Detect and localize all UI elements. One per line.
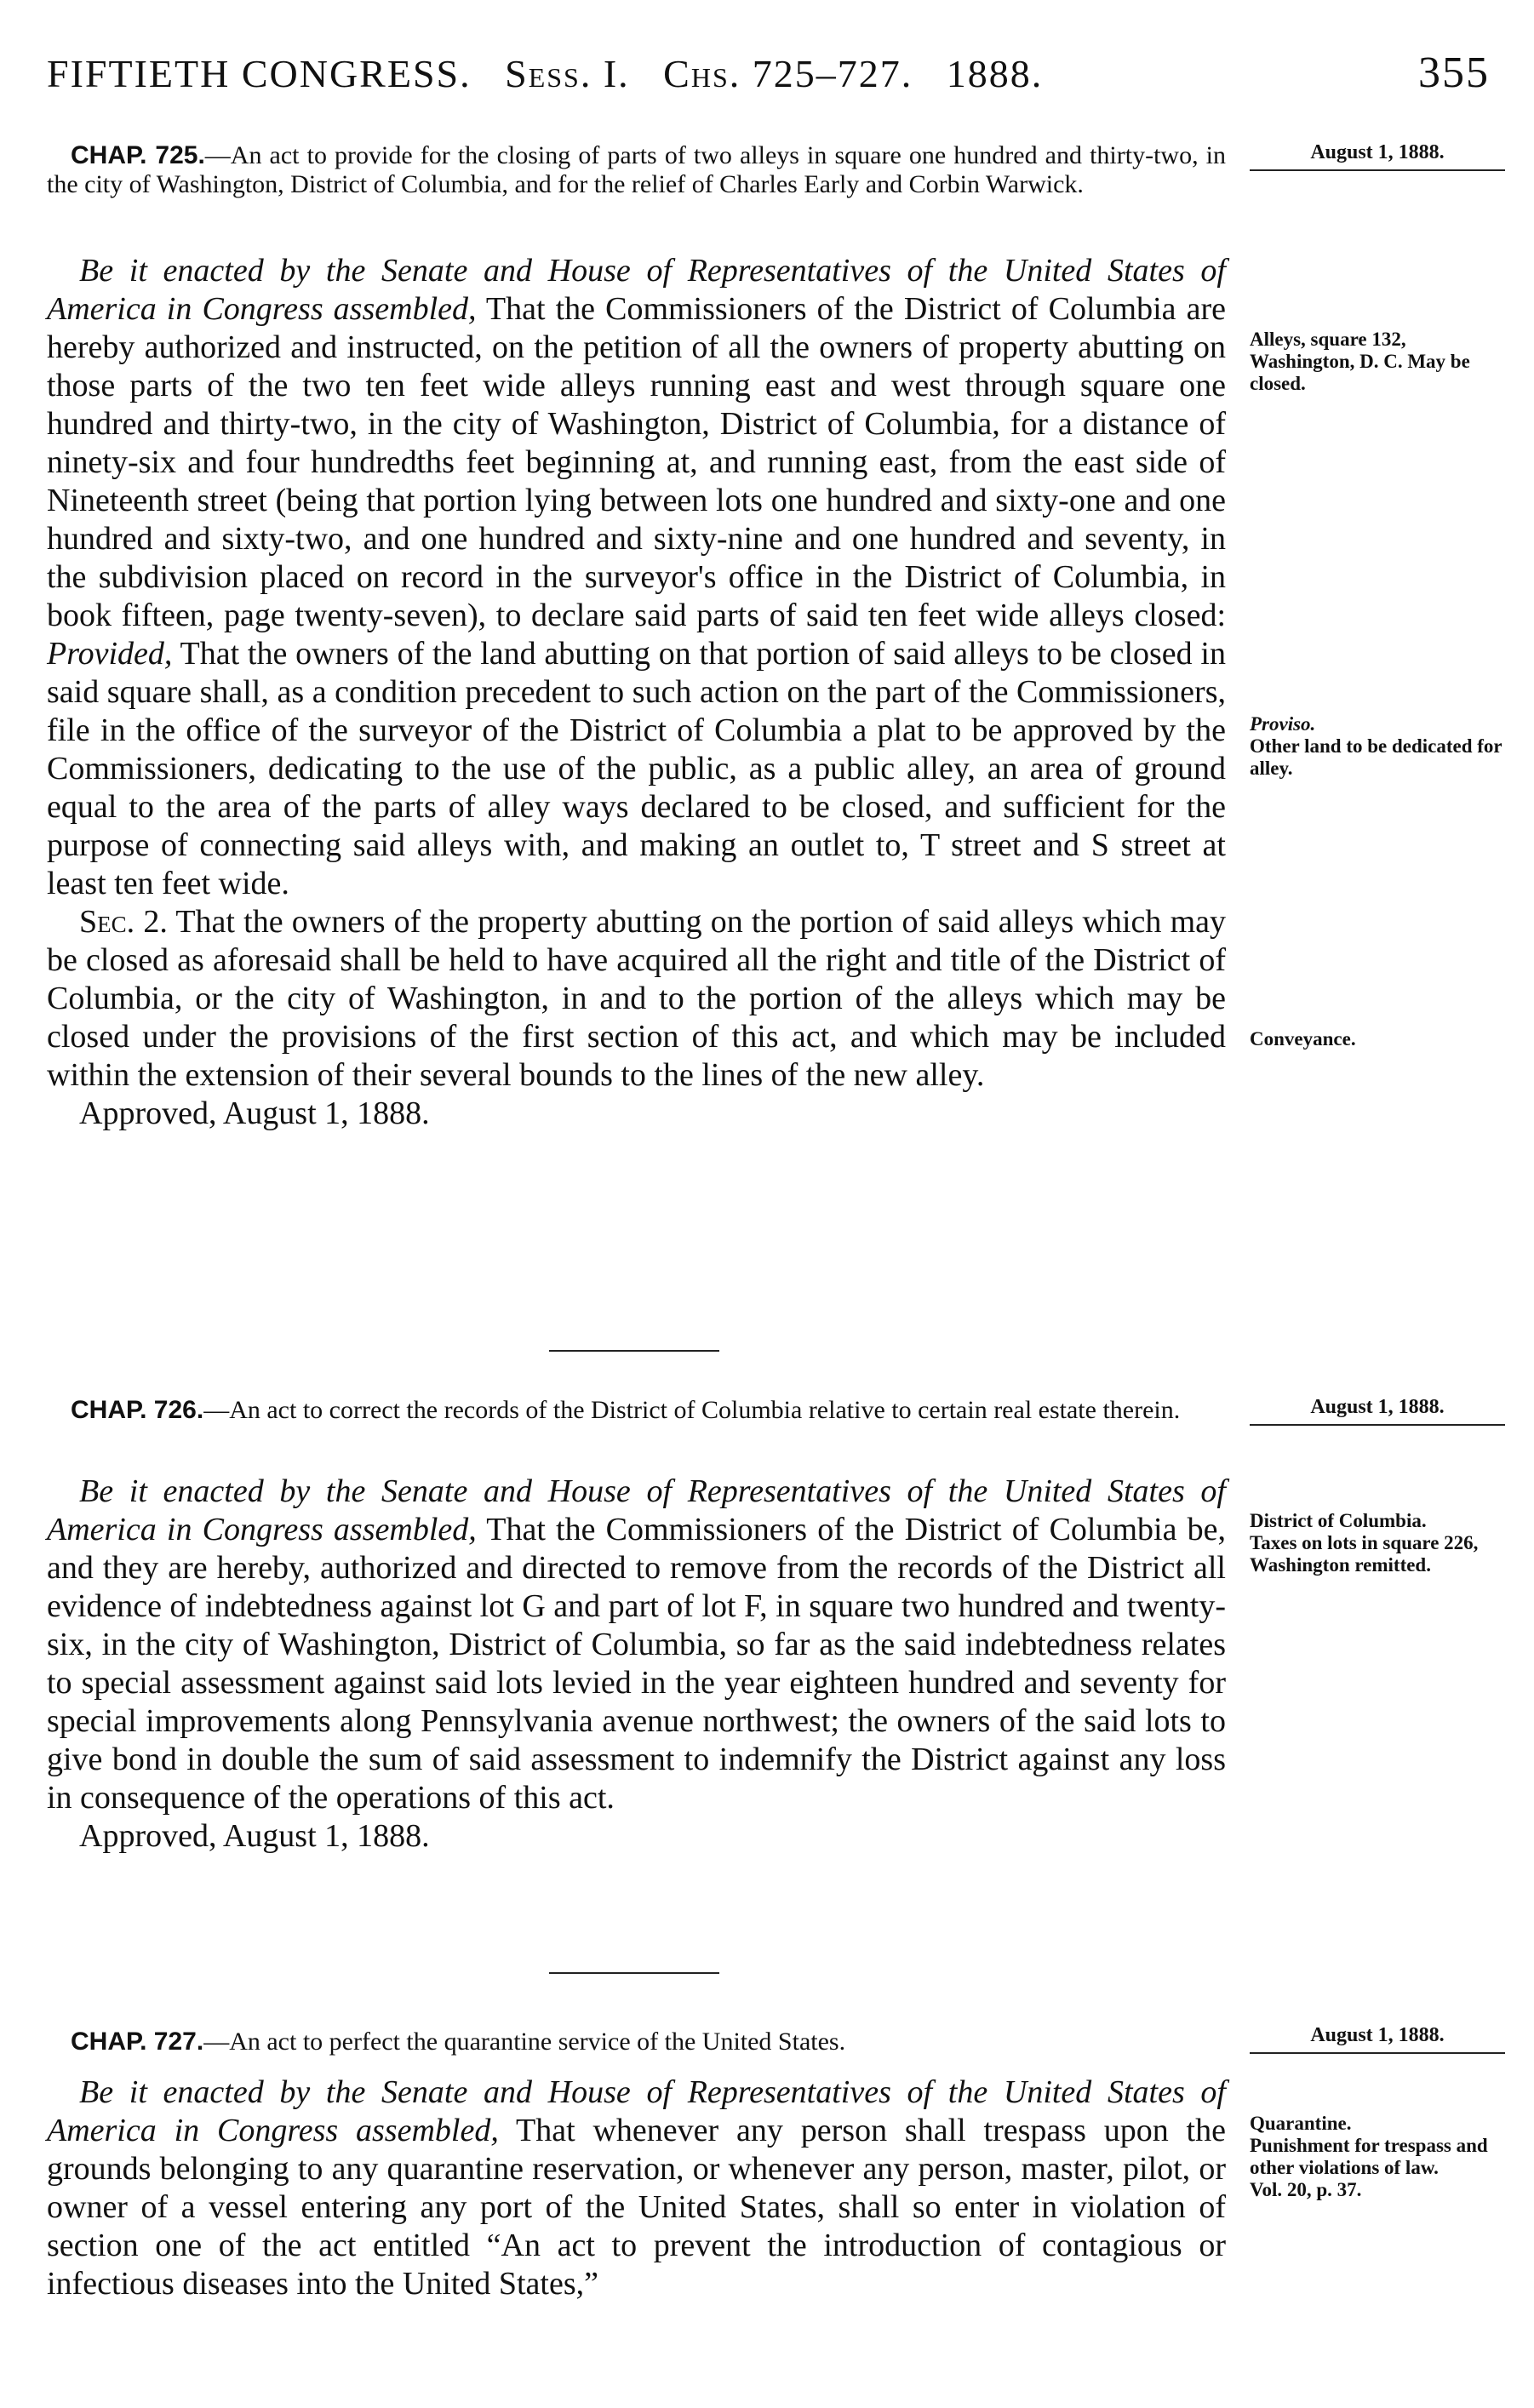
divider-rule-2 [549, 1972, 719, 1974]
header-title: FIFTIETH CONGRESS. [47, 52, 472, 95]
chap727-label: CHAP. 727. [71, 2028, 204, 2056]
chap726-margin-note-1: District of Columbia. Taxes on lots in square 226, Washington remitted. [1250, 1510, 1479, 1576]
running-header [47, 48, 1490, 98]
chap726-body [47, 1473, 1226, 1856]
header-chapters: Chs. 725–727. [663, 52, 913, 95]
chap727-date-rule [1250, 2052, 1505, 2054]
chap727-date: August 1, 1888. [1310, 2024, 1445, 2046]
chap725-proviso-word: Provided, [47, 636, 173, 672]
chap725-margin-note-3: Conveyance. [1250, 1028, 1356, 1050]
header-session: Sess. I. [505, 52, 630, 95]
chap727-date-note [1250, 2024, 1505, 2054]
header-year: 1888. [946, 52, 1044, 95]
chap726-enacting-clause: Be it enacted by the Senate and House of Representatives of the United States of America in Congress assembled, [47, 1473, 1226, 1547]
chap725-title-block [47, 141, 1226, 199]
divider-rule-1 [549, 1350, 719, 1352]
chap726-paragraph-1: Be it enacted by the Senate and House of Representatives of the United States of America in Congress assembled, That the Commissioners of the District of Columbia be, and they are hereby, authorized and directed to remove from the records of the District all evidence of indebtedness against lot G and part of lot F, in square two hundred and twenty-six, in the city of Washington, District of Columbia, so far as the said indebtedness relates to special assessment against said lots levied in the year eighteen hundred and seventy for special improvements along Pennsylvania avenue northwest; the owners of the said lots to give bond in double the sum of said assessment to indemnify the District against any loss in consequence of the operations of this act. [47, 1473, 1226, 1816]
chap727-enacting-clause: Be it enacted by the Senate and House of Representatives of the United States of America in Congress assembled, [47, 2074, 1226, 2148]
header-left [47, 51, 1065, 96]
chap725-date-note [1250, 141, 1505, 171]
chap727-title-block [47, 2028, 1226, 2056]
chap725-section-2: Sec. 2. That the owners of the property abutting on the portion of said alleys which may be closed as aforesaid shall be held to have acquired all the right and title of the District of Columbia, or the city of Washington, in and to the portion of the alleys which may be closed under the provisions of the first section of this act, and which may be included within the extension of their several bounds to the lines of the new alley. [47, 904, 1226, 1093]
chap725-proviso-margin-title: Proviso. [1250, 713, 1316, 735]
chap726-title: CHAP. 726.—An act to correct the records of the District of Columbia relative to certain real estate therein. [71, 1396, 1181, 1424]
chap726-date-note [1250, 1396, 1505, 1426]
chap727-body [47, 2073, 1226, 2303]
chap727-margin-note-1: Quarantine. Punishment for trespass and other violations of law. Vol. 20, p. 37. [1250, 2113, 1488, 2200]
chap725-title: CHAP. 725.—An act to provide for the closing of parts of two alleys in square one hundred and thirty-two, in the city of Washington, District of Columbia, and for the relief of Charles Early and Corbin Warwick. [47, 141, 1226, 198]
chap725-margin-note-1: Alleys, square 132, Washington, D. C. May be closed. [1250, 329, 1470, 394]
chap725-paragraph-1: Be it enacted by the Senate and House of Representatives of the United States of America in Congress assembled, That the Commissioners of the District of Columbia are hereby authorized and instructed, on the petition of all the owners of property abutting on those parts of the two ten feet wide alleys running east and west through square one hundred and thirty-two, in the city of Washington, District of Columbia, for a distance of ninety-six and four hundredths feet beginning at, and running east, from the east side of Nineteenth street (being that portion lying between lots one hundred and sixty-one and one hundred and sixty-two, and one hundred and sixty-nine and one hundred and seventy, in the subdivision placed on record in the surveyor's office in the District of Columbia, in book fifteen, page twenty-seven), to declare said parts of said ten feet wide alleys closed: Provided, That the owners of the land abutting on that portion of said alleys to be closed in said square shall, as a condition precedent to such action on the part of the Commissioners, file in the office of the surveyor of the District of Columbia a plat to be approved by the Commissioners, dedicating to the use of the public, as a public alley, an area of ground equal to the area of the parts of alley ways declared to be closed, and sufficient for the purpose of connecting said alleys with, and making an outlet to, T street and S street at least ten feet wide. [47, 253, 1226, 901]
chap725-approved: Approved, August 1, 1888. [79, 1095, 430, 1131]
chap726-date-rule [1250, 1424, 1505, 1426]
chap725-label: CHAP. 725. [71, 141, 205, 169]
chap726-title-block [47, 1396, 1226, 1425]
chap727-title: CHAP. 727.—An act to perfect the quarantine service of the United States. [71, 2028, 846, 2056]
chap725-margin-note-2: Proviso. Other land to be dedicated for alley. [1250, 713, 1503, 779]
chap725-date-rule [1250, 169, 1505, 171]
chap725-body [47, 252, 1226, 1133]
chap726-date: August 1, 1888. [1310, 1396, 1445, 1418]
chap726-approved: Approved, August 1, 1888. [79, 1818, 430, 1854]
chap726-label: CHAP. 726. [71, 1396, 204, 1424]
page-number: 355 [1418, 49, 1490, 97]
chap725-sec2-label: Sec. 2. [79, 904, 168, 940]
chap725-enacting-clause: Be it enacted by the Senate and House of Representatives of the United States of America in Congress assembled, [47, 253, 1226, 327]
chap725-date: August 1, 1888. [1310, 141, 1445, 163]
chap727-paragraph-1: Be it enacted by the Senate and House of Representatives of the United States of America in Congress assembled, That whenever any person shall trespass upon the grounds belonging to any quarantine reservation, or whenever any person, master, pilot, or owner of a vessel entering any port of the United States, shall so enter in violation of section one of the act entitled “An act to prevent the introduction of contagious or infectious diseases into the United States,” [47, 2074, 1226, 2302]
